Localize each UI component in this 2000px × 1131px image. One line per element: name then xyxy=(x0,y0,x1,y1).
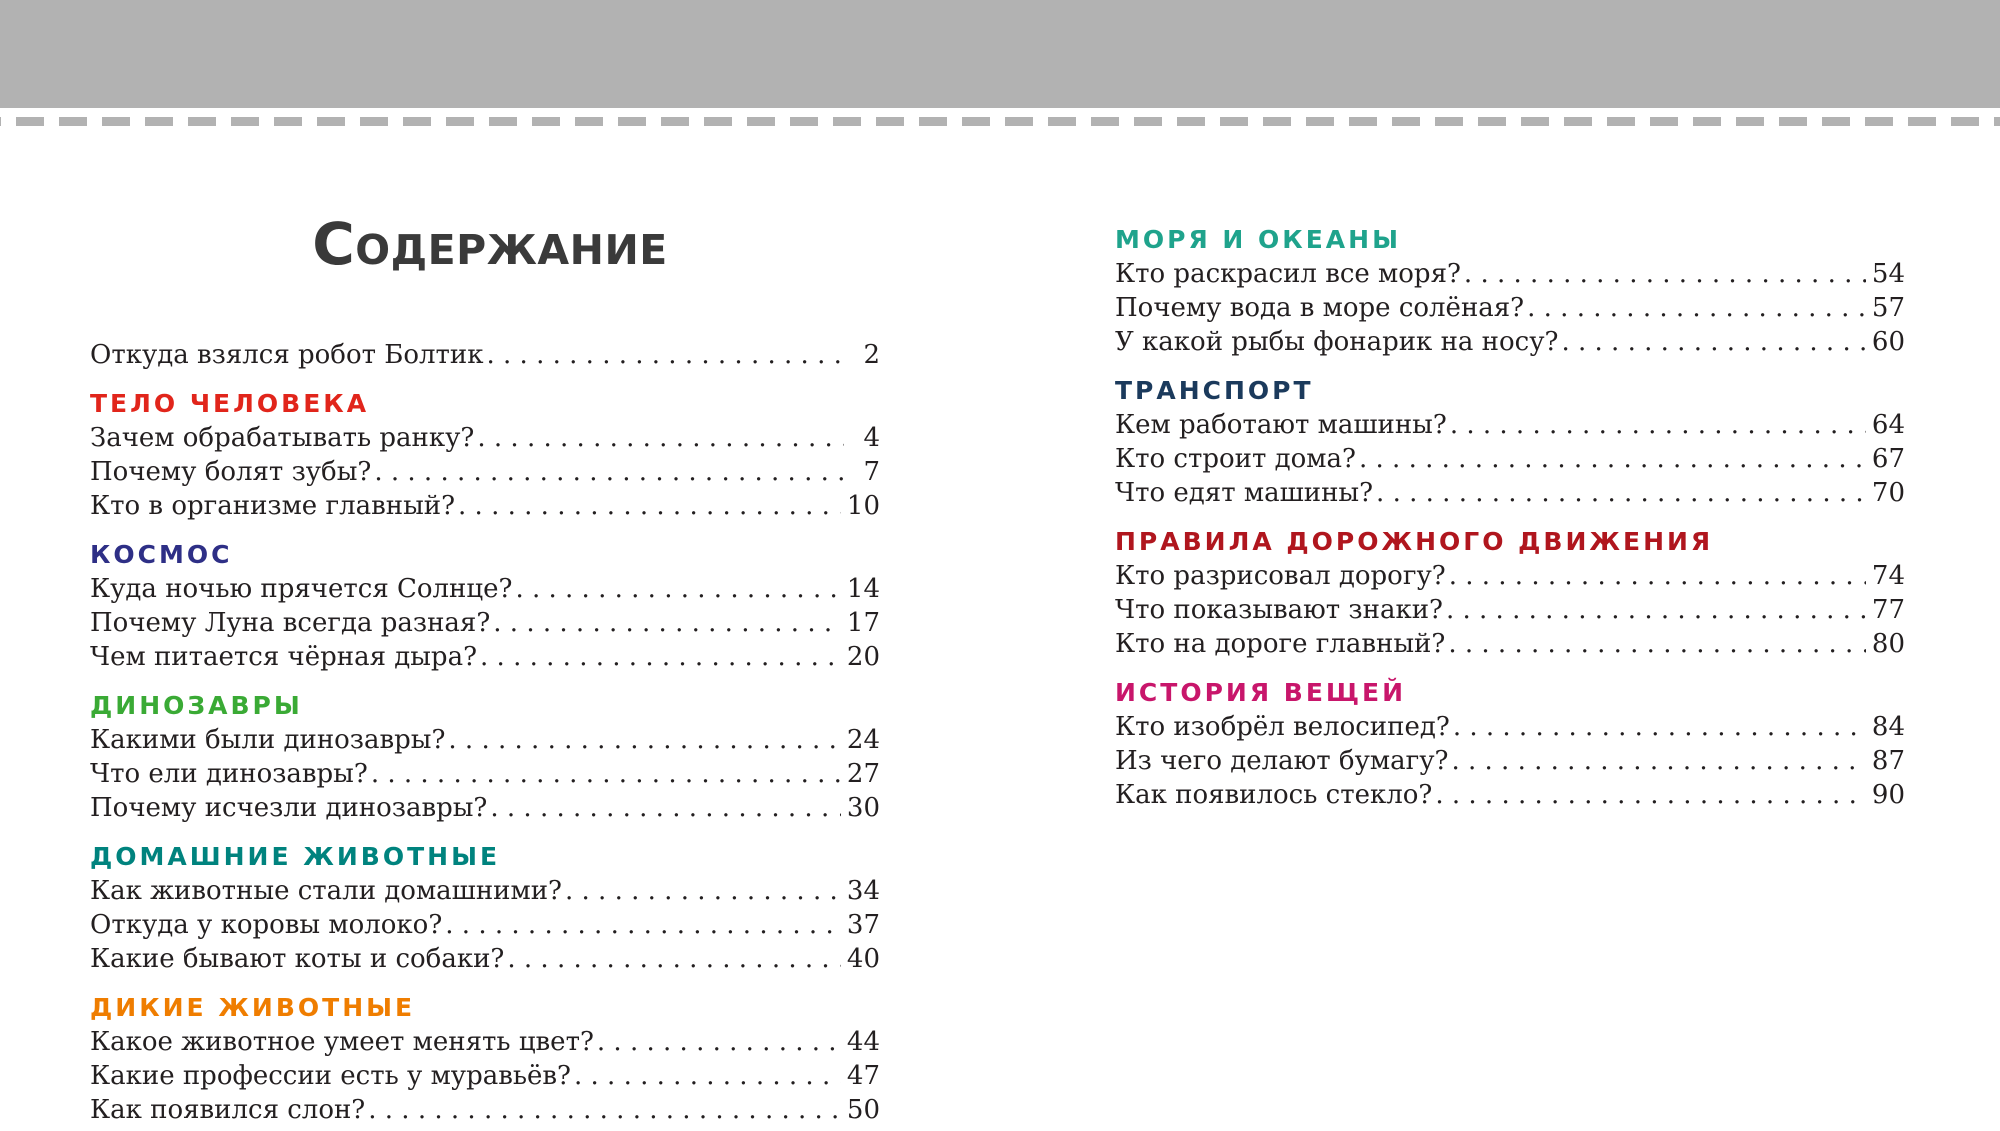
toc-entry-page: 50 xyxy=(846,1095,880,1125)
section-heading: ТЕЛО ЧЕЛОВЕКА xyxy=(90,389,370,418)
section-heading: КОСМОС xyxy=(90,540,233,569)
toc-entry xyxy=(1115,442,1905,476)
dot-leader xyxy=(507,942,841,976)
section-heading: ДОМАШНИЕ ЖИВОТНЫЕ xyxy=(90,842,501,871)
toc-entry-label: Откуда взялся робот Болтик xyxy=(90,340,484,370)
toc-entry-label: У какой рыбы фонарик на носу? xyxy=(1115,327,1559,357)
dot-leader xyxy=(597,1025,841,1059)
toc-entry xyxy=(90,757,880,791)
section-heading: ПРАВИЛА ДОРОЖНОГО ДВИЖЕНИЯ xyxy=(1115,527,1714,556)
toc-entry-label: Какими были динозавры? xyxy=(90,725,446,755)
toc-entry-label: Что показывают знаки? xyxy=(1115,595,1443,625)
toc-entry xyxy=(90,572,880,606)
toc-section xyxy=(1115,676,1905,812)
toc-entry xyxy=(90,455,880,489)
toc-section xyxy=(90,387,880,523)
toc-entry-label: Почему болят зубы? xyxy=(90,457,372,487)
section-heading: МОРЯ И ОКЕАНЫ xyxy=(1115,225,1401,254)
dot-leader xyxy=(1376,476,1866,510)
toc-entry-label: Кем работают машины? xyxy=(1115,410,1447,440)
toc-entry-label: Как животные стали домашними? xyxy=(90,876,562,906)
toc-entry-label: Чем питается чёрная дыра? xyxy=(90,642,478,672)
toc-section xyxy=(1115,374,1905,510)
dot-leader xyxy=(480,640,841,674)
dot-leader xyxy=(1359,442,1866,476)
toc-entry xyxy=(90,723,880,757)
toc-entry xyxy=(90,1025,880,1059)
dot-leader xyxy=(1527,291,1866,325)
toc-entry-page: 57 xyxy=(1871,293,1905,323)
toc-entry xyxy=(1115,408,1905,442)
toc-entry-page: 54 xyxy=(1871,259,1905,289)
toc-entry-page: 77 xyxy=(1871,595,1905,625)
top-gray-band xyxy=(0,0,2000,108)
toc-entry xyxy=(1115,291,1905,325)
toc-entry-page: 64 xyxy=(1871,410,1905,440)
toc-entry-page: 47 xyxy=(846,1061,880,1091)
toc-entry-page: 7 xyxy=(863,457,880,487)
toc-entry-label: Кто строит дома? xyxy=(1115,444,1356,474)
dot-leader xyxy=(1446,593,1866,627)
toc-entry xyxy=(90,874,880,908)
toc-entry-label: Почему Луна всегда разная? xyxy=(90,608,491,638)
toc-entry xyxy=(1115,627,1905,661)
dot-leader xyxy=(371,757,841,791)
dot-leader xyxy=(1453,710,1866,744)
dot-leader xyxy=(1464,257,1866,291)
dot-leader xyxy=(458,489,841,523)
toc-entry-page: 27 xyxy=(846,759,880,789)
toc-entry-page: 2 xyxy=(863,340,880,370)
toc-entry-page: 4 xyxy=(863,423,880,453)
toc-section xyxy=(90,538,880,674)
toc-entry-label: Почему исчезли динозавры? xyxy=(90,793,488,823)
dot-leader xyxy=(1450,408,1866,442)
toc-entry-label: Откуда у коровы молоко? xyxy=(90,910,443,940)
toc-entry-page: 20 xyxy=(846,642,880,672)
toc-entry-page: 44 xyxy=(846,1027,880,1057)
toc-entry xyxy=(90,942,880,976)
toc-section xyxy=(90,991,880,1127)
toc-entry-page: 37 xyxy=(846,910,880,940)
toc-entry-label: Кто на дороге главный? xyxy=(1115,629,1446,659)
toc-entry xyxy=(90,640,880,674)
toc-entry-label: Кто разрисовал дорогу? xyxy=(1115,561,1446,591)
toc-entry-page: 67 xyxy=(1871,444,1905,474)
toc-entry xyxy=(90,1059,880,1093)
toc-entry-label: Какое животное умеет менять цвет? xyxy=(90,1027,594,1057)
toc-entry-label: Кто раскрасил все моря? xyxy=(1115,259,1461,289)
toc-entry-page: 84 xyxy=(1871,712,1905,742)
toc-entry xyxy=(90,1093,880,1127)
dot-leader xyxy=(493,606,841,640)
page-title: Содержание xyxy=(312,210,668,278)
dot-leader xyxy=(515,572,840,606)
dot-leader xyxy=(448,723,841,757)
toc-entry-page: 34 xyxy=(846,876,880,906)
toc-entry-page: 90 xyxy=(1871,780,1905,810)
toc-entry-intro xyxy=(90,338,880,372)
toc-entry-label: Как появился слон? xyxy=(90,1095,366,1125)
toc-entry-page: 60 xyxy=(1871,327,1905,357)
toc-entry xyxy=(90,908,880,942)
toc-entry xyxy=(1115,257,1905,291)
toc-entry-page: 14 xyxy=(846,574,880,604)
dot-leader xyxy=(368,1093,841,1127)
section-heading: ИСТОРИЯ ВЕЩЕЙ xyxy=(1115,678,1407,707)
section-heading: ДИКИЕ ЖИВОТНЫЕ xyxy=(90,993,416,1022)
toc-entry-label: Кто в организме главный? xyxy=(90,491,456,521)
toc-entry-label: Что ели динозавры? xyxy=(90,759,368,789)
toc-entry-page: 30 xyxy=(846,793,880,823)
toc-left-column xyxy=(90,338,880,1127)
dot-leader xyxy=(374,455,844,489)
toc-entry-label: Какие бывают коты и собаки? xyxy=(90,944,505,974)
dot-leader xyxy=(1449,559,1866,593)
toc-left-sections xyxy=(90,387,880,1127)
toc-entry-label: Из чего делают бумагу? xyxy=(1115,746,1449,776)
toc-section xyxy=(90,689,880,825)
toc-entry-label: Куда ночью прячется Солнце? xyxy=(90,574,513,604)
toc-section xyxy=(1115,223,1905,359)
toc-entry xyxy=(90,489,880,523)
dot-leader xyxy=(565,874,841,908)
toc-entry-label: Кто изобрёл велосипед? xyxy=(1115,712,1450,742)
toc-entry-label: Как появилось стекло? xyxy=(1115,780,1433,810)
toc-entry-label: Какие профессии есть у муравьёв? xyxy=(90,1061,571,1091)
toc-entry-page: 24 xyxy=(846,725,880,755)
toc-entry-page: 40 xyxy=(846,944,880,974)
toc-entry xyxy=(1115,593,1905,627)
toc-entry xyxy=(90,791,880,825)
toc-entry-page: 10 xyxy=(846,491,880,521)
toc-entry-page: 80 xyxy=(1871,629,1905,659)
toc-right-column xyxy=(1115,223,1905,812)
toc-section xyxy=(1115,525,1905,661)
toc-entry-label: Что едят машины? xyxy=(1115,478,1374,508)
toc-entry xyxy=(1115,778,1905,812)
toc-entry xyxy=(90,421,880,455)
dot-leader xyxy=(1448,627,1866,661)
toc-entry xyxy=(1115,744,1905,778)
toc-right-sections xyxy=(1115,223,1905,812)
toc-entry-page: 70 xyxy=(1871,478,1905,508)
section-heading: ДИНОЗАВРЫ xyxy=(90,691,303,720)
toc-entry xyxy=(1115,710,1905,744)
toc-entry-page: 17 xyxy=(846,608,880,638)
toc-entry-page: 87 xyxy=(1871,746,1905,776)
dot-leader xyxy=(1451,744,1865,778)
toc-entry-page: 74 xyxy=(1871,561,1905,591)
toc-entry xyxy=(1115,476,1905,510)
toc-entry-label: Почему вода в море солёная? xyxy=(1115,293,1525,323)
dot-leader xyxy=(1561,325,1865,359)
dot-leader xyxy=(574,1059,841,1093)
dot-leader xyxy=(1435,778,1866,812)
dot-leader xyxy=(445,908,841,942)
dot-leader xyxy=(477,421,844,455)
toc-section xyxy=(90,840,880,976)
toc-entry xyxy=(1115,325,1905,359)
toc-entry xyxy=(1115,559,1905,593)
toc-entry xyxy=(90,606,880,640)
toc-entry-label: Зачем обрабатывать ранку? xyxy=(90,423,475,453)
dot-leader xyxy=(486,338,844,372)
section-heading: ТРАНСПОРТ xyxy=(1115,376,1314,405)
dashed-divider xyxy=(0,117,2000,126)
dot-leader xyxy=(490,791,841,825)
